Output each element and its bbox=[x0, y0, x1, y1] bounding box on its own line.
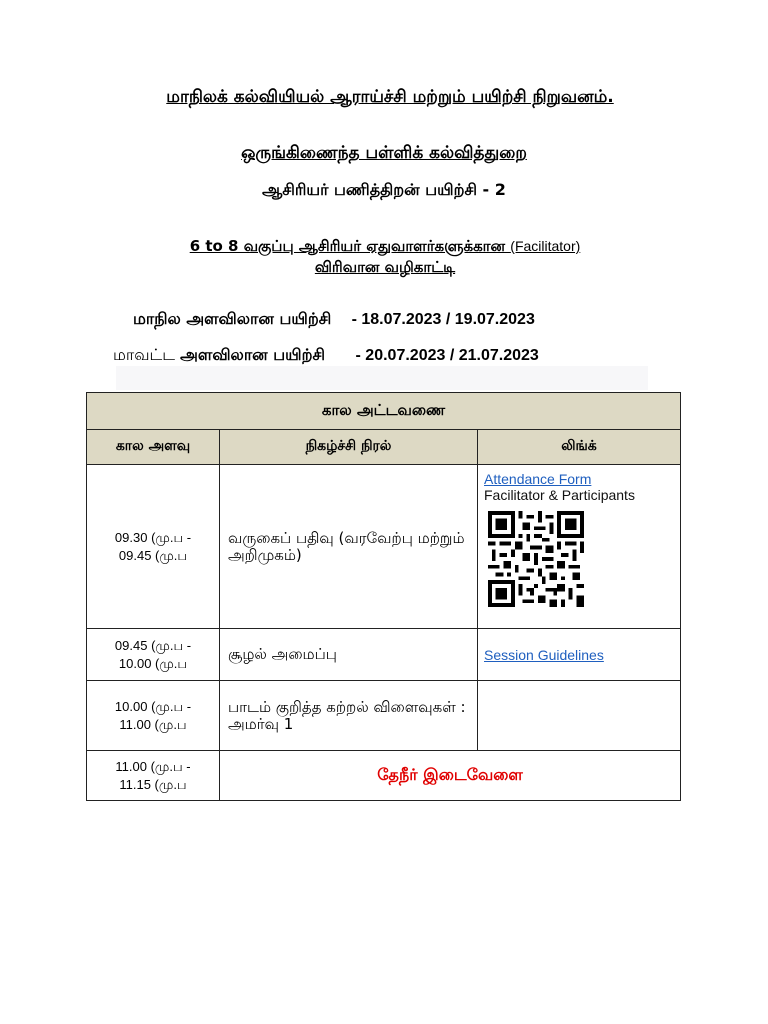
time-cell: 09.45 (மு.ப - 10.00 (மு.ப bbox=[87, 629, 220, 681]
program-cell: சூழல் அமைப்பு bbox=[220, 629, 478, 681]
district-label-plain: மாவட்ட bbox=[113, 345, 181, 364]
institute-title: மாநிலக் கல்வியியல் ஆராய்ச்சி மற்றும் பயிற்சி நிறுவனம். bbox=[166, 87, 614, 107]
attendance-form-note: Facilitator & Participants bbox=[484, 487, 635, 503]
table-row bbox=[87, 681, 681, 751]
district-training-row bbox=[113, 345, 539, 366]
table-row bbox=[87, 751, 681, 801]
training-title: ஆசிரியர் பணித்திறன் பயிற்சி - 2 bbox=[262, 180, 506, 199]
time-cell: 09.30 (மு.ப - 09.45 (மு.ப bbox=[87, 465, 220, 629]
schedule-title: கால அட்டவணை bbox=[87, 393, 681, 430]
link-cell bbox=[478, 681, 681, 751]
program-cell: பாடம் குறித்த கற்றல் விளைவுகள் : அமர்வு 1 bbox=[220, 681, 478, 751]
district-training-dates: - 20.07.2023 / 21.07.2023 bbox=[355, 347, 539, 364]
attendance-form-link[interactable]: Attendance Form bbox=[484, 471, 592, 487]
state-training-dates: - 18.07.2023 / 19.07.2023 bbox=[351, 311, 535, 328]
qr-code-icon[interactable] bbox=[486, 511, 586, 607]
state-training-label: மாநில அளவிலான பயிற்சி bbox=[133, 309, 332, 328]
link-cell bbox=[478, 629, 681, 681]
session-guidelines-link[interactable]: Session Guidelines bbox=[484, 646, 604, 663]
col-header-link: லிங்க் bbox=[478, 430, 681, 465]
program-cell: வருகைப் பதிவு (வரவேற்பு மற்றும் அறிமுகம்) bbox=[220, 465, 478, 629]
table-row bbox=[87, 465, 681, 629]
time-cell: 11.00 (மு.ப - 11.15 (மு.ப bbox=[87, 751, 220, 801]
col-header-time: கால அளவு bbox=[87, 430, 220, 465]
guide-subtitle-english: (Facilitator) bbox=[510, 238, 581, 254]
department-title: ஒருங்கிணைந்த பள்ளிக் கல்வித்துறை bbox=[241, 143, 527, 163]
tea-break-cell: தேநீர் இடைவேளை bbox=[220, 751, 681, 801]
schedule-table bbox=[86, 392, 681, 801]
col-header-program: நிகழ்ச்சி நிரல் bbox=[220, 430, 478, 465]
link-cell bbox=[478, 465, 681, 629]
district-label-bold: அளவிலான பயிற்சி bbox=[180, 345, 326, 364]
guide-subtitle-part1: 6 to 8 வகுப்பு ஆசிரியர் ஏதுவாளர்களுக்கான bbox=[189, 237, 511, 255]
time-cell: 10.00 (மு.ப - 11.00 (மு.ப bbox=[87, 681, 220, 751]
state-training-row bbox=[133, 309, 535, 330]
guide-subtitle-part2: விரிவான வழிகாட்டி bbox=[314, 258, 456, 276]
guide-subtitle bbox=[110, 236, 660, 278]
table-row bbox=[87, 629, 681, 681]
shaded-band bbox=[116, 366, 648, 390]
